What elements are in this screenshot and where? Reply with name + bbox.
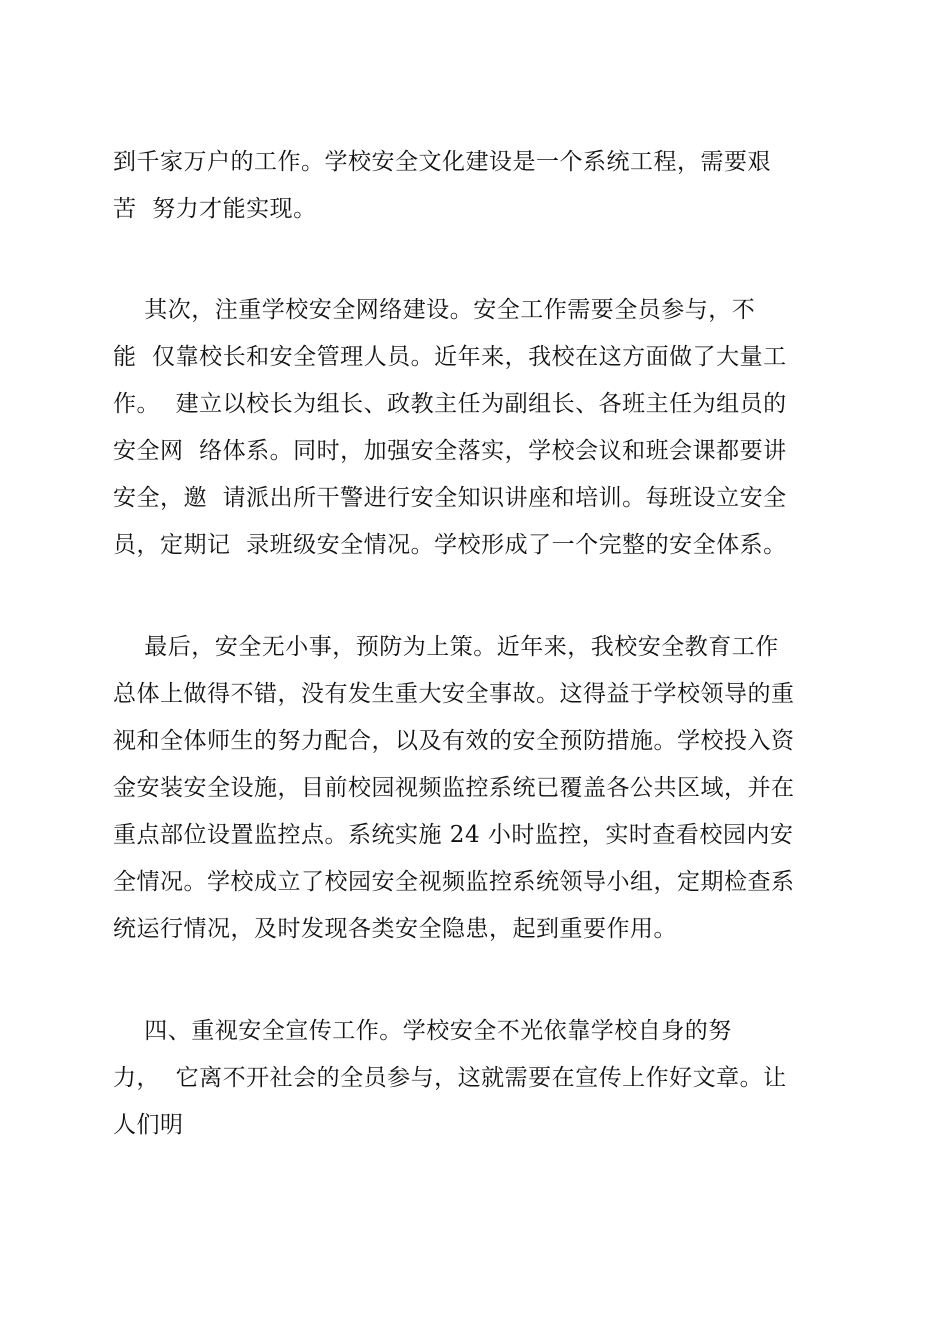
paragraph-2-line-1: 其次，注重学校安全网络建设。安全工作需要全员参与，不 (113, 297, 756, 323)
paragraph-1-line-2: 苦 努力才能实现。 (113, 196, 317, 222)
paragraph-2-line-2: 能 仅靠校长和安全管理人员。近年来，我校在这方面做了大量工 (113, 344, 787, 370)
paragraph-3-line-4: 金安装安全设施，目前校园视频监控系统已覆盖各公共区域，并在 (113, 775, 795, 801)
paragraph-3-line-6: 全情况。学校成立了校园安全视频监控系统领导小组，定期检查系 (113, 869, 795, 895)
paragraph-2-line-6: 员，定期记 录班级安全情况。学校形成了一个完整的安全体系。 (113, 532, 787, 558)
paragraph-3-line-1: 最后，安全无小事，预防为上策。近年来，我校安全教育工作 (113, 634, 779, 660)
paragraph-2-line-3: 作。 建立以校长为组长、政教主任为副组长、各班主任为组员的 (113, 391, 787, 417)
paragraph-3-line-7: 统运行情况，及时发现各类安全隐患，起到重要作用。 (113, 916, 677, 942)
paragraph-3-line-5: 重点部位设置监控点。系统实施 24 小时监控，实时查看校园内安 (113, 822, 794, 848)
paragraph-1-line-1: 到千家万户的工作。学校安全文化建设是一个系统工程，需要艰 (113, 149, 771, 175)
paragraph-3-line-3: 视和全体师生的努力配合，以及有效的安全预防措施。学校投入资 (113, 728, 795, 754)
paragraph-4-line-2: 力， 它离不开社会的全员参与，这就需要在宣传上作好文章。让 (113, 1065, 787, 1091)
paragraph-4-line-1: 四、重视安全宣传工作。学校安全不光依靠学校自身的努 (113, 1018, 732, 1044)
paragraph-3-line-2: 总体上做得不错，没有发生重大安全事故。这得益于学校领导的重 (113, 681, 795, 707)
paragraph-2-line-4: 安全网 络体系。同时，加强安全落实，学校会议和班会课都要讲 (113, 438, 787, 464)
paragraph-4-line-3: 人们明 (113, 1112, 184, 1138)
paragraph-2-line-5: 安全，邀 请派出所干警进行安全知识讲座和培训。每班设立安全 (113, 485, 787, 511)
